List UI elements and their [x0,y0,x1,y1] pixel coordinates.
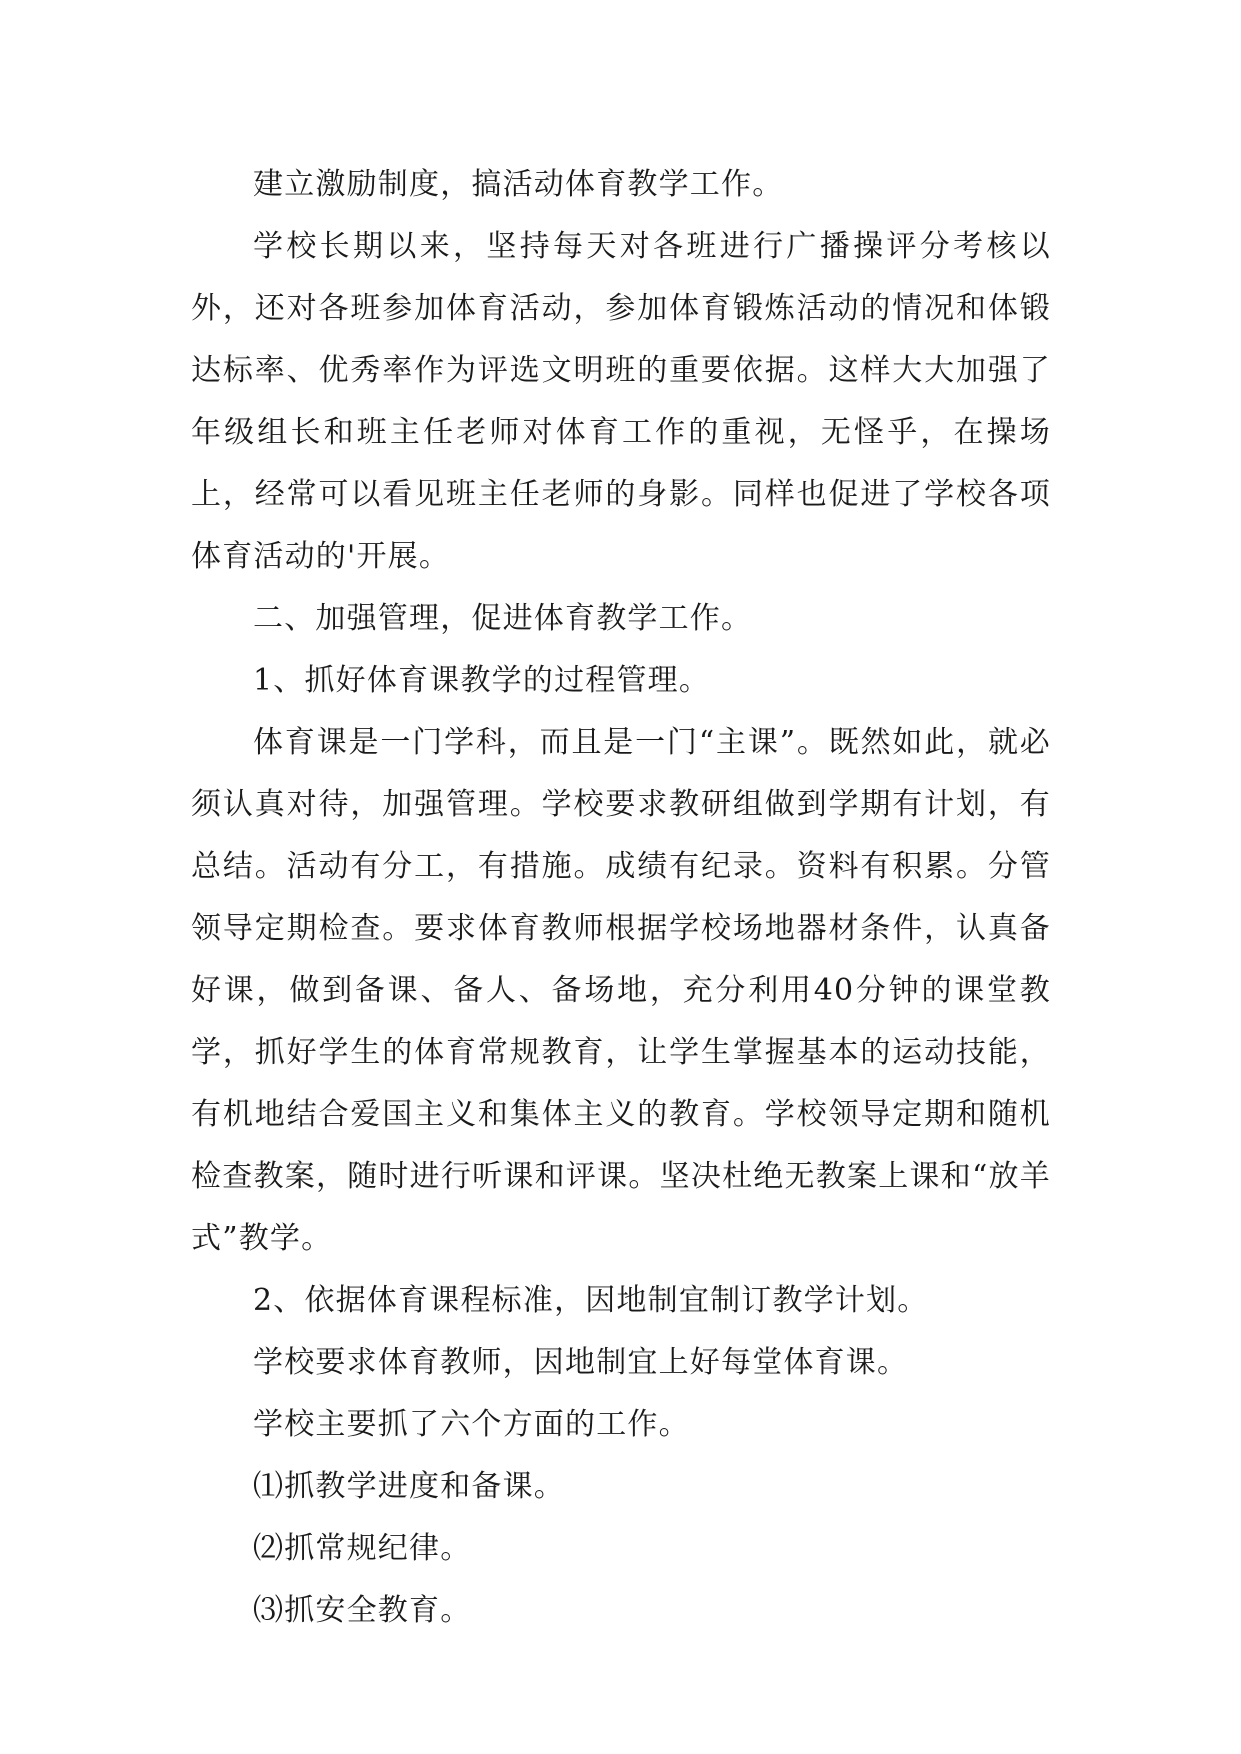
paragraph-incentive-body: 学校长期以来，坚持每天对各班进行广播操评分考核以外，还对各班参加体育活动，参加体育锻炼活动的情况和体锻达标率、优秀率作为评选文明班的重要依据。这样大大加强了年级组长和班主任老师对体育工作的重视，无怪乎，在操场上，经常可以看见班主任老师的身影。同样也促进了学校各项体育活动的'开展。 [191,229,1051,574]
subheading-process-management: 1、抓好体育课教学的过程管理。 [253,663,711,698]
list-item-safety-education: ⑶抓安全教育。 [253,1593,472,1628]
paragraph-process-management-body: 体育课是一门学科，而且是一门“主课”。既然如此，就必须认真对待，加强管理。学校要求教研组做到学期有计划，有总结。活动有分工，有措施。成绩有纪录。资料有积累。分管领导定期检查。要求体育教师根据学校场地器材条件，认真备好课，做到备课、备人、备场地，充分利用40分钟的课堂教学，抓好学生的体育常规教育，让学生掌握基本的运动技能，有机地结合爱国主义和集体主义的教育。学校领导定期和随机检查教案，随时进行听课和评课。坚决杜绝无教案上课和“放羊式”教学。 [191,725,1051,1256]
document-body [191,154,1051,1642]
subheading-curriculum-plan: 2、依据体育课程标准，因地制宜制订教学计划。 [253,1283,929,1318]
section-heading-management: 二、加强管理，促进体育教学工作。 [253,601,753,636]
list-item-teaching-progress: ⑴抓教学进度和备课。 [253,1469,565,1504]
list-item-discipline: ⑵抓常规纪律。 [253,1531,472,1566]
paragraph-incentive-heading: 建立激励制度，搞活动体育教学工作。 [253,167,784,202]
paragraph-six-aspects: 学校主要抓了六个方面的工作。 [253,1407,690,1442]
paragraph-teacher-requirement: 学校要求体育教师，因地制宜上好每堂体育课。 [253,1345,909,1380]
